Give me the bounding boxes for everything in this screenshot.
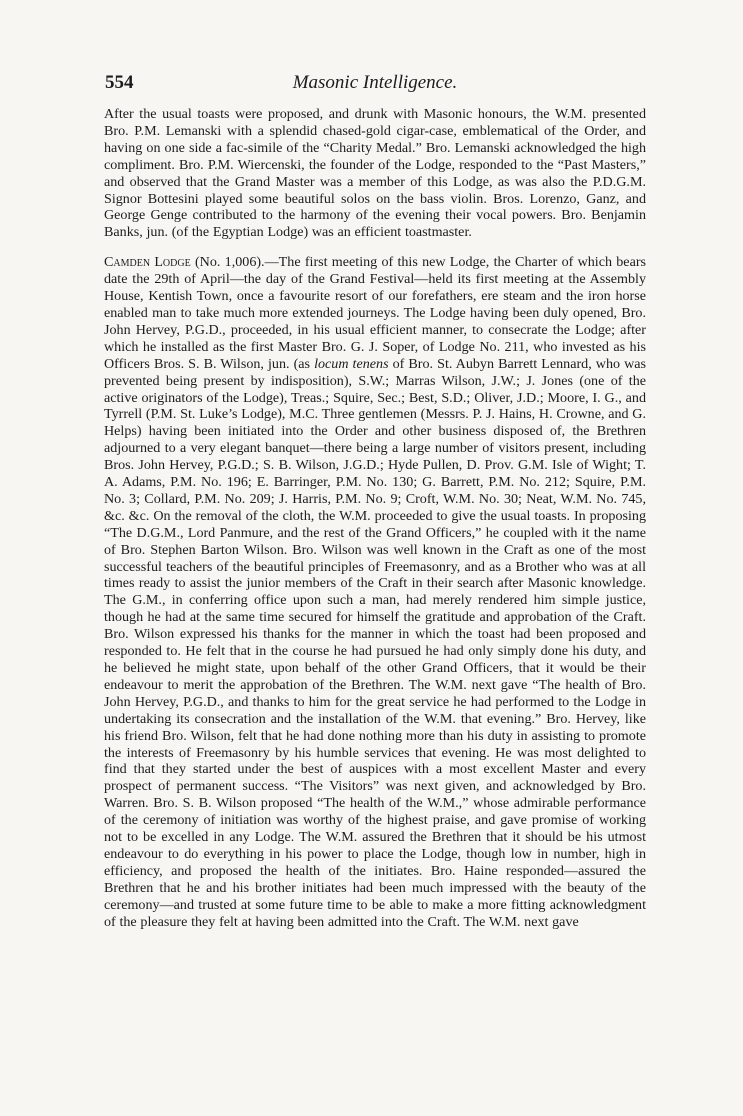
locum-tenens: locum tenens bbox=[314, 355, 389, 372]
paragraph-text-part1: (No. 1,006).—The first meeting of this new Lodge, the Charter of which bears date the 29th of April—the day of the Grand Festival—held its first meeting at the Assembly House, Kentish Town, once a favourite resort of our forefathers, ere steam and the iron horse enabled man to take much more extended journeys. The Lodge having been duly opened, Bro. John Hervey, P.G.D., proceeded, in his usual efficient manner, to consecrate the Lodge; after which he installed as the first Master Bro. G. J. Soper, of Lodge No. 211, who invested as his Officers Bros. S. B. Wilson, jun. (as bbox=[104, 254, 646, 372]
page-header bbox=[104, 72, 646, 100]
page bbox=[104, 72, 646, 931]
page-number: 554 bbox=[105, 72, 134, 93]
paragraph-text-part2: of Bro. St. Aubyn Barrett Lennard, who was prevented being present by indisposition), S.W.; Marras Wilson, J.W.; J. Jones (one of the active originators of the Lodge), Treas.; Squire, Sec.; Best, S.D.; Oliver, J.D.; Moore, I. G., and Tyrrell (P.M. St. Luke’s Lodge), M.C. Three gentlemen (Messrs. P. J. Hains, H. Crowne, and G. Helps) having been initiated into the Order and other business disposed of, the Brethren adjourned to a very elegant banquet—there being a large number of visitors present, including Bros. John Hervey, P.G.D.; S. B. Wilson, J.G.D.; Hyde Pullen, D. Prov. G.M. Isle of Wight; T. A. Adams, P.M. No. 196; E. Barringer, P.M. No. 130; G. Barrett, P.M. No. 212; Squire, P.M. No. 3; Collard, P.M. No. 209; J. Harris, P.M. No. 9; Croft, W.M. No. 30; Neat, W.M. No. 745, &c. &c. On the removal of the cloth, the W.M. proceeded to give the usual toasts. In proposing “The D.G.M., Lord Panmure, and the rest of the Grand Officers,” he coupled with it the name of Bro. Stephen Barton Wilson. Bro. Wilson was well known in the Craft as one of the most successful teachers of the beautiful principles of Freemasonry, and as a Brother who was at all times ready to assist the junior members of the Craft in their search after Masonic knowledge. The G.M., in conferring office upon such a man, had merely rendered him simple justice, though he had at the same time secured for himself the gratitude and approbation of the Craft. Bro. Wilson expressed his thanks for the manner in which the toast had been proposed and responded to. He felt that in the course he had pursued he had only simply done his duty, and he believed he might state, upon behalf of the other Grand Officers, that it would be their endeavour to merit the approbation of the Brethren. The W.M. next gave “The health of Bro. John Hervey, P.G.D., and thanks to him for the great service he had performed to the Lodge in undertaking its consecration and the installation of the W.M. that evening.” Bro. Hervey, like his friend Bro. Wilson, felt that he had done nothing more than his duty in assisting to promote the interests of Freemasonry by his humble services that evening. He was most delighted to find that they started under the best of auspices with a most excellent Master and every prospect of permanent success. “The Visitors” was next given, and acknowledged by Bro. Warren. Bro. S. B. Wilson proposed “The health of the W.M.,” whose admirable performance of the ceremony of initiation was worthy of the highest praise, and gave promise of working not to be excelled in any Lodge. The W.M. assured the Brethren that it should be his utmost endeavour to do everything in his power to place the Lodge, though low in number, high in efficiency, and proposed the health of the initiates. Bro. Haine responded—assured the Brethren that he and his brother initiates had been much impressed with the beauty of the ceremony—and trusted at some future time to be able to make a more fitting acknowledgment of the pleasure they felt at having been admitted into the Craft. The W.M. next gave bbox=[104, 355, 647, 930]
paragraph-camden-lodge bbox=[104, 254, 646, 930]
lodge-name: Camden Lodge bbox=[104, 254, 191, 271]
paragraph-toasts: After the usual toasts were proposed, and drunk with Masonic honours, the W.M. presented Bro. P.M. Lemanski with a splendid chased-gold cigar-case, emblematical of the Order, and having on one side a fac-simile of the “Charity Medal.” Bro. Lemanski acknowledged the high compliment. Bro. P.M. Wiercenski, the founder of the Lodge, responded to the “Past Masters,” and observed that the Grand Master was a member of this Lodge, as was also the P.D.G.M. Signor Bottesini played some beautiful solos on the bass violin. Bros. Lorenzo, Ganz, and George Genge contributed to the harmony of the evening their vocal powers. Bro. Benjamin Banks, jun. (of the Egyptian Lodge) was an efficient toastmaster. bbox=[104, 106, 646, 241]
running-title: Masonic Intelligence. bbox=[292, 72, 458, 93]
